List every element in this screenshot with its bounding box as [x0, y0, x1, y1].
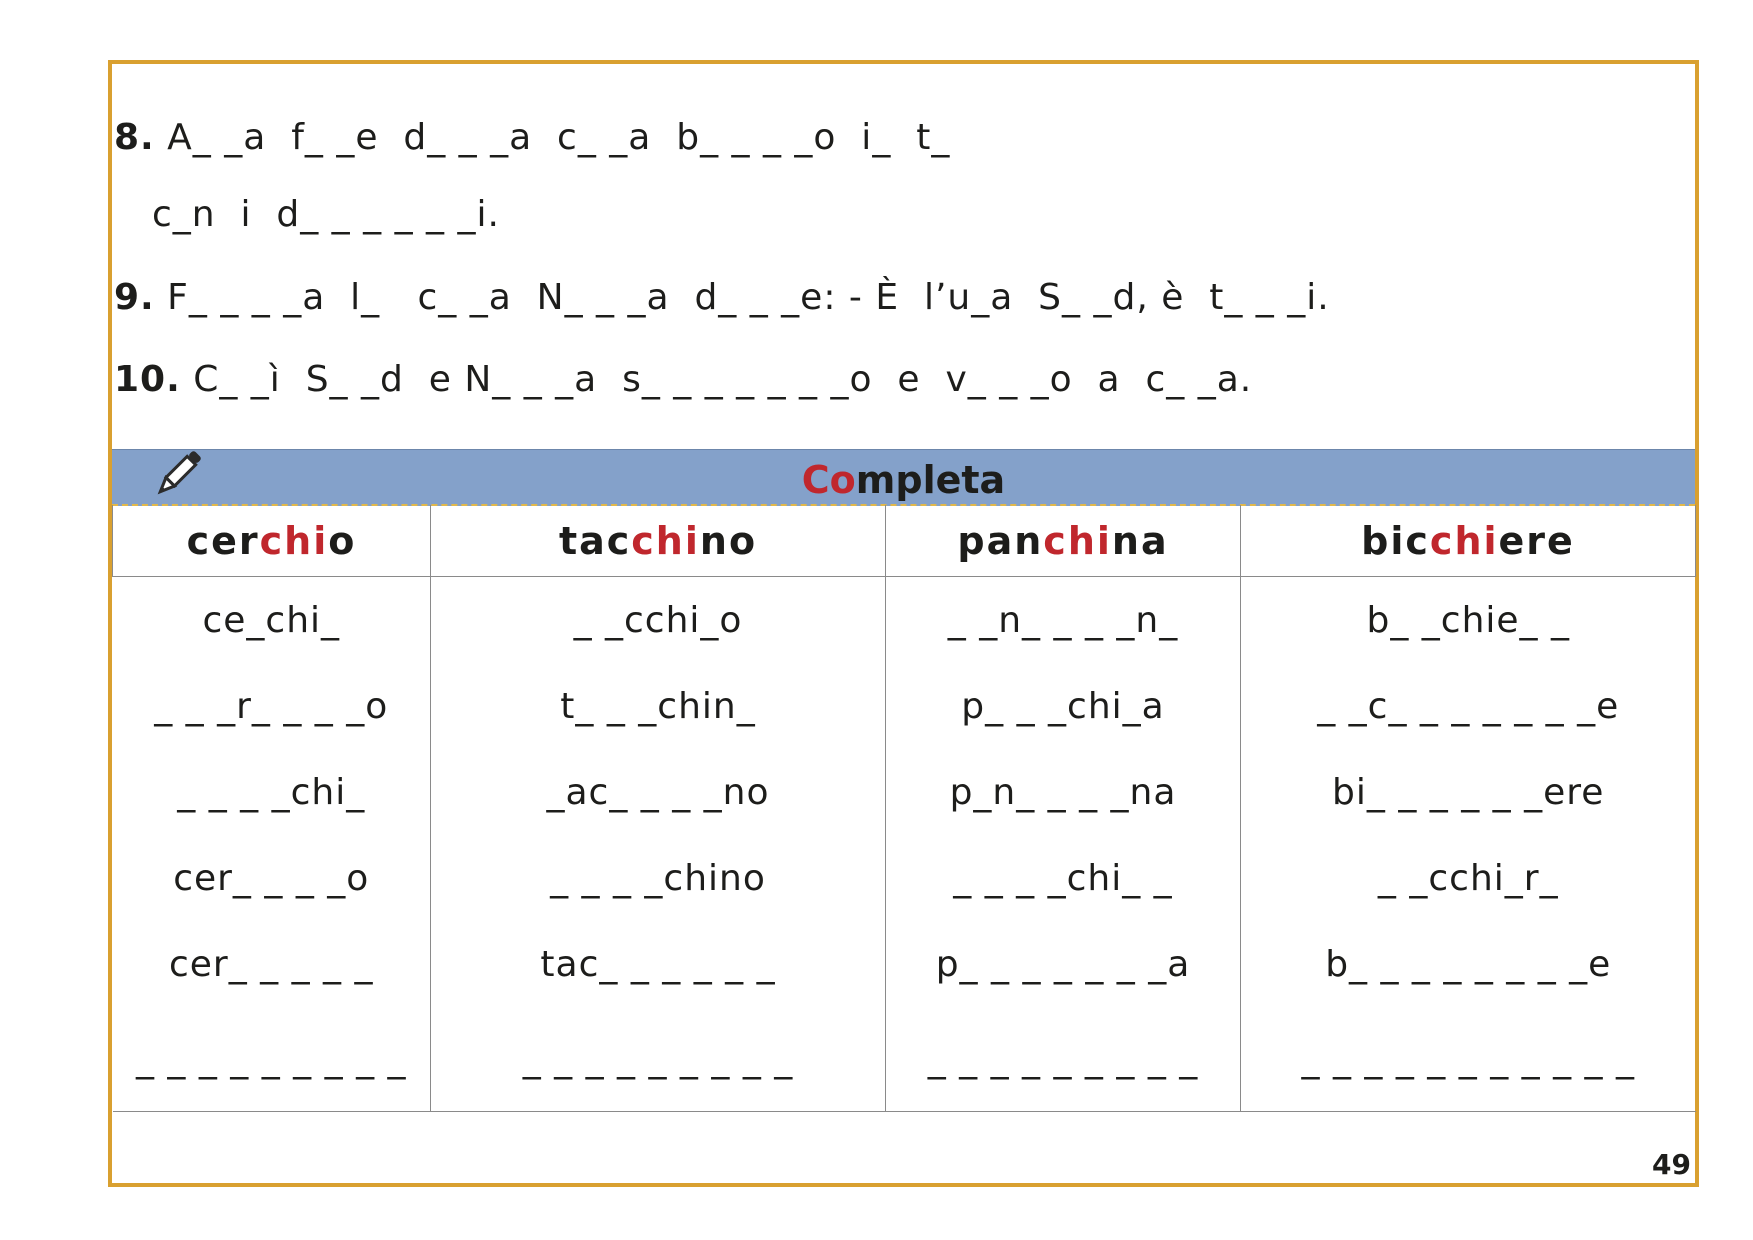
table-cell[interactable]: _ _ _ _ _ _ _ _ _: [886, 1007, 1241, 1112]
table-row: [113, 577, 1696, 664]
completa-banner: [112, 449, 1695, 506]
table-cell[interactable]: ce_chi_: [113, 577, 431, 664]
table-cell[interactable]: _ _n_ _ _ _n_: [886, 577, 1241, 664]
sentence-8-line-2: c_n i d_ _ _ _ _ _i.: [152, 194, 500, 235]
table-cell[interactable]: tac_ _ _ _ _ _: [431, 921, 886, 1007]
table-row: [113, 749, 1696, 835]
table-cell[interactable]: cer_ _ _ _ _: [113, 921, 431, 1007]
table-cell[interactable]: bi_ _ _ _ _ _ere: [1241, 749, 1696, 835]
table-cell[interactable]: p_ _ _ _ _ _ _a: [886, 921, 1241, 1007]
table-row: [113, 1007, 1696, 1112]
table-cell[interactable]: _ac_ _ _ _no: [431, 749, 886, 835]
table-cell[interactable]: cer_ _ _ _o: [113, 835, 431, 921]
table-cell[interactable]: _ _ _r_ _ _ _o: [113, 663, 431, 749]
table-row: [113, 835, 1696, 921]
table-cell[interactable]: p_n_ _ _ _na: [886, 749, 1241, 835]
table-row: [113, 663, 1696, 749]
pencil-icon: [148, 444, 208, 504]
table-cell[interactable]: _ _cchi_o: [431, 577, 886, 664]
table-cell[interactable]: _ _ _ _chi_: [113, 749, 431, 835]
sentence-10: 10. C_ _ì S_ _d e N_ _ _a s_ _ _ _ _ _ _o e v_ _ _o a c_ _a.: [114, 359, 1253, 400]
table-cell[interactable]: b_ _ _ _ _ _ _ _e: [1241, 921, 1696, 1007]
sentence-9: 9. F_ _ _ _a l_ c_ _a N_ _ _a d_ _ _e: - È l’u_a S_ _d, è t_ _ _i.: [114, 277, 1330, 318]
table-cell[interactable]: t_ _ _chin_: [431, 663, 886, 749]
header-tacchino: tacchino: [431, 505, 886, 577]
table-cell[interactable]: _ _c_ _ _ _ _ _ _e: [1241, 663, 1696, 749]
table-row: [113, 921, 1696, 1007]
table-cell[interactable]: _ _ _ _ _ _ _ _ _ _ _: [1241, 1007, 1696, 1112]
sentence-8-line-1: 8. A_ _a f_ _e d_ _ _a c_ _a b_ _ _ _o i_ t_: [114, 117, 951, 158]
page-number: 49: [1652, 1148, 1691, 1181]
header-bicchiere: bicchiere: [1241, 505, 1696, 577]
table-cell[interactable]: _ _ _ _chino: [431, 835, 886, 921]
completion-table: [112, 505, 1696, 1112]
table-cell[interactable]: _ _cchi_r_: [1241, 835, 1696, 921]
table-cell[interactable]: _ _ _ _ _ _ _ _ _: [431, 1007, 886, 1112]
table-cell[interactable]: _ _ _ _chi_ _: [886, 835, 1241, 921]
header-panchina: panchina: [886, 505, 1241, 577]
table-cell[interactable]: p_ _ _chi_a: [886, 663, 1241, 749]
banner-title: Completa: [801, 458, 1006, 502]
table-cell[interactable]: b_ _chie_ _: [1241, 577, 1696, 664]
header-cerchio: cerchio: [113, 505, 431, 577]
table-header-row: [113, 505, 1696, 577]
table-cell[interactable]: _ _ _ _ _ _ _ _ _: [113, 1007, 431, 1112]
